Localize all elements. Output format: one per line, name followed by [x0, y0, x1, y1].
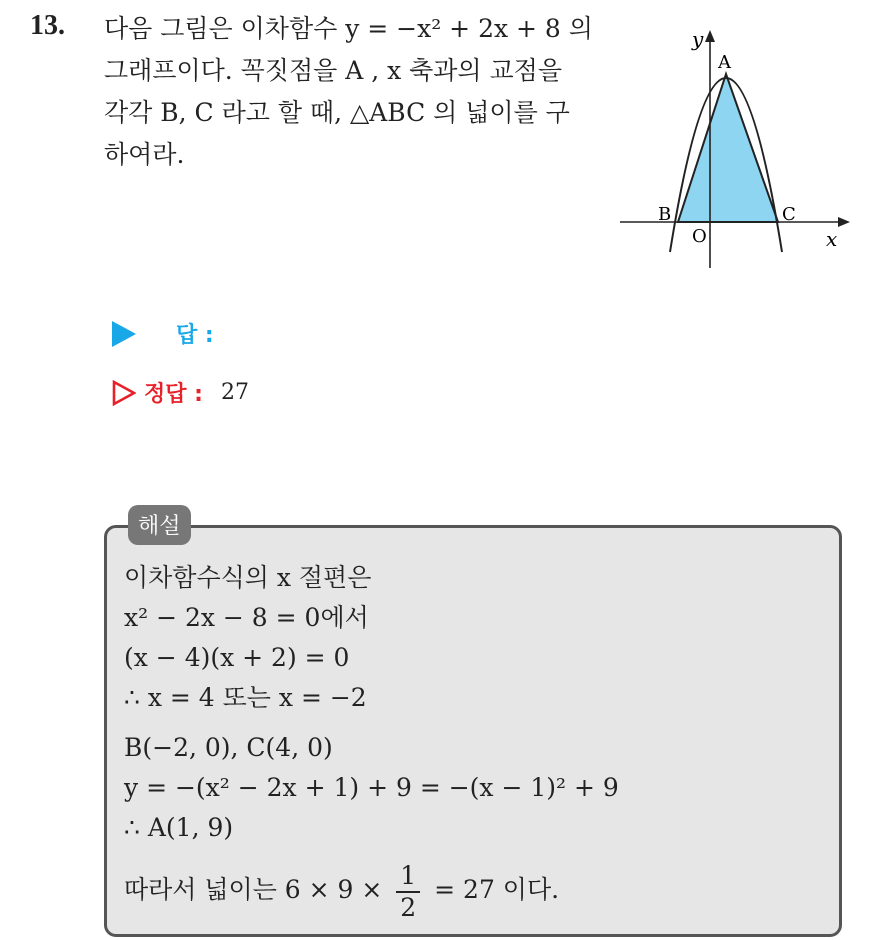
origin-label: O — [692, 226, 707, 247]
solution-row: x² − 2x − 8 = 0에서 — [124, 603, 369, 632]
correct-answer-row — [112, 377, 249, 408]
y-axis-label: y — [692, 27, 704, 51]
correct-answer-value: 27 — [220, 380, 249, 405]
solution-final-row — [124, 854, 619, 926]
fraction-numerator: 1 — [396, 861, 420, 893]
triangle-outline-icon — [112, 380, 136, 406]
x-axis-arrow — [838, 217, 850, 227]
question-line: 다음 그림은 이차함수 y = −x² + 2x + 8 의 — [104, 14, 593, 43]
fraction — [396, 861, 420, 923]
point-label-c: C — [782, 204, 796, 225]
fraction-denominator: 2 — [400, 892, 417, 922]
correct-answer-label: 정답 : — [144, 382, 203, 407]
answer-label: 답 : — [176, 323, 214, 348]
solution-row: ∴ A(1, 9) — [124, 813, 234, 842]
y-axis-arrow — [705, 30, 715, 42]
question-text — [104, 8, 604, 176]
question-line: 각각 B, C 라고 할 때, △ABC 의 넓이를 구 — [104, 98, 570, 127]
solution-row: (x − 4)(x + 2) = 0 — [124, 643, 350, 672]
final-suffix: = 27 이다. — [434, 875, 560, 904]
question-line: 하여라. — [104, 140, 185, 169]
question-line: 그래프이다. 꼭짓점을 A , x 축과의 교점을 — [104, 56, 562, 85]
solution-row: 이차함수식의 x 절편은 — [124, 563, 372, 592]
parabola-graph — [612, 22, 862, 272]
answer-row — [112, 318, 214, 349]
final-prefix: 따라서 넓이는 6 × 9 × — [124, 875, 383, 904]
solution-tag: 해설 — [128, 505, 191, 545]
triangle-right-icon — [112, 321, 136, 347]
solution-content — [124, 558, 619, 926]
solution-row: ∴ x = 4 또는 x = −2 — [124, 683, 367, 712]
x-axis-label: x — [826, 227, 838, 251]
point-label-b: B — [658, 204, 672, 225]
question-number: 13. — [30, 10, 65, 41]
triangle-abc — [678, 74, 778, 222]
solution-row: y = −(x² − 2x + 1) + 9 = −(x − 1)² + 9 — [124, 773, 619, 802]
solution-row: B(−2, 0), C(4, 0) — [124, 733, 333, 762]
vertex-label-a: A — [718, 52, 731, 73]
